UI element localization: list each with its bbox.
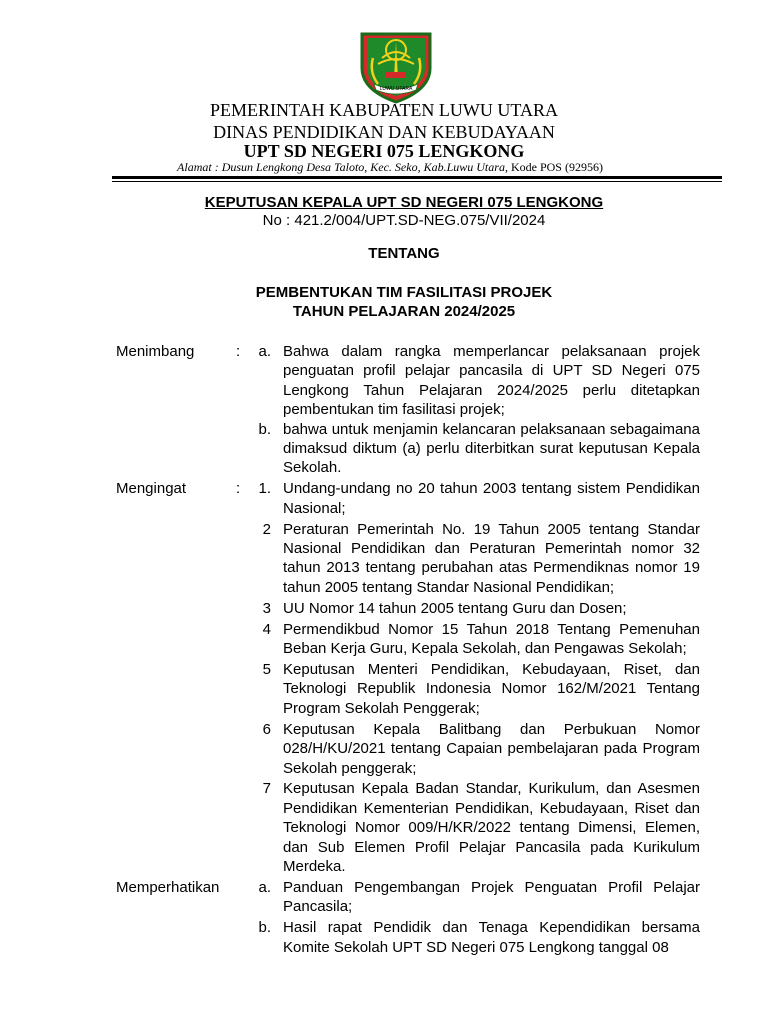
list-item [116, 660, 700, 718]
item-text: UU Nomor 14 tahun 2005 tentang Guru dan Dosen; [283, 599, 627, 617]
item-text: Keputusan Kepala Balitbang dan Perbukuan Nomor 028/H/KU/2021 tentang Capaian pembelajaran pada Program Sekolah penggerak; [283, 720, 700, 777]
item-number: a. [258, 878, 271, 896]
list-item [116, 420, 700, 478]
section-mengingat [116, 479, 700, 876]
section-memperhatikan [116, 878, 700, 957]
section-colon: : [236, 343, 241, 360]
item-number: 4 [262, 620, 271, 638]
item-text: Peraturan Pemerintah No. 19 Tahun 2005 tentang Standar Nasional Pendidikan dan Peraturan Pemerintah nomor 32 tahun 2013 tentang perubahan atas Permendiknas nomor 19 tahun 2005 tentang Standar Nasional Pendidikan; [283, 520, 700, 596]
section-label: Memperhatikan [116, 878, 220, 896]
item-text: Keputusan Menteri Pendidikan, Kebudayaan, Riset, dan Teknologi Republik Indonesia Nomor 162/M/2021 Tentang Program Sekolah Penggerak; [283, 661, 700, 717]
item-number: 3 [262, 599, 271, 617]
section-colon: : [236, 480, 241, 498]
item-number: 2 [262, 520, 271, 538]
letterhead-address [40, 159, 740, 175]
decree-subject-line2: TAHUN PELAJARAN 2024/2025 [292, 303, 516, 320]
letterhead-agency: DINAS PENDIDIKAN DAN KEBUDAYAAN [213, 122, 555, 142]
item-text: Panduan Pengembangan Projek Penguatan Profil Pelajar Pancasila; [283, 878, 700, 916]
item-number: 1. [258, 480, 271, 498]
section-menimbang [116, 342, 700, 478]
letterhead-divider-thin [112, 181, 722, 182]
decree-subject-line1: PEMBENTUKAN TIM FASILITASI PROJEK [255, 284, 553, 301]
letterhead-school: UPT SD NEGERI 075 LENGKONG [243, 141, 525, 161]
logo-ribbon-text: LUWU UTARA [379, 86, 413, 92]
item-text: bahwa untuk menjamin kelancaran pelaksanaan sebagaimana dimaksud diktum (a) perlu diterbitkan surat keputusan Kepala Sekolah. [283, 420, 700, 477]
letterhead-government: PEMERINTAH KABUPATEN LUWU UTARA [210, 100, 558, 120]
list-item [116, 599, 700, 618]
item-number: b. [258, 420, 271, 438]
letterhead-divider-thick [112, 176, 722, 179]
section-label: Mengingat [116, 480, 187, 498]
address-label: Alamat [177, 160, 212, 174]
item-text: Keputusan Kepala Badan Standar, Kurikulum, dan Asesmen Pendidikan Kementerian Pendidikan, Kebudayaan, Riset dan Teknologi Nomor 009/H/KR/2022 tentang Dimensi, Elemen, dan Sub Elemen Profil Pelajar Pancasila pada Kurikulum Merdeka. [283, 780, 700, 876]
list-item [116, 520, 700, 598]
item-text: Hasil rapat Pendidik dan Tenaga Kependidikan bersama Komite Sekolah UPT SD Negeri 075 Lengkong tanggal 08 [283, 919, 700, 956]
item-number: b. [258, 919, 271, 937]
list-item [116, 878, 700, 917]
item-text: Bahwa dalam rangka memperlancar pelaksanaan projek penguatan profil pelajar pancasila di UPT SD Negeri 075 Lengkong Tahun Pelajaran 2024/2025 perlu ditetapkan pembentukan tim fasilitasi projek; [283, 343, 700, 419]
list-item [116, 779, 700, 876]
decree-number: No : 421.2/004/UPT.SD-NEG.075/VII/2024 [262, 212, 546, 229]
decree-body [116, 342, 700, 957]
address-text: : Dusun Lengkong Desa Taloto, Kec. Seko, Kab.Luwu Utara, [211, 160, 508, 174]
list-item [116, 479, 700, 518]
address-postcode: Kode POS (92956) [507, 160, 603, 174]
decree-title: KEPUTUSAN KEPALA UPT SD NEGERI 075 LENGKONG [204, 194, 604, 211]
list-item [116, 342, 700, 420]
list-item [116, 720, 700, 778]
item-number: 5 [262, 661, 271, 678]
section-label: Menimbang [116, 343, 195, 360]
item-text: Undang-undang no 20 tahun 2003 tentang sistem Pendidikan Nasional; [283, 480, 700, 517]
item-number: 6 [262, 720, 271, 738]
item-number: 7 [262, 780, 271, 798]
regency-emblem-logo [356, 28, 436, 104]
item-number: a. [258, 343, 271, 360]
list-item [116, 918, 700, 957]
decree-about: TENTANG [368, 245, 440, 262]
list-item [116, 620, 700, 659]
item-text: Permendikbud Nomor 15 Tahun 2018 Tentang Pemenuhan Beban Kerja Guru, Kepala Sekolah, dan Pengawas Sekolah; [283, 620, 700, 658]
